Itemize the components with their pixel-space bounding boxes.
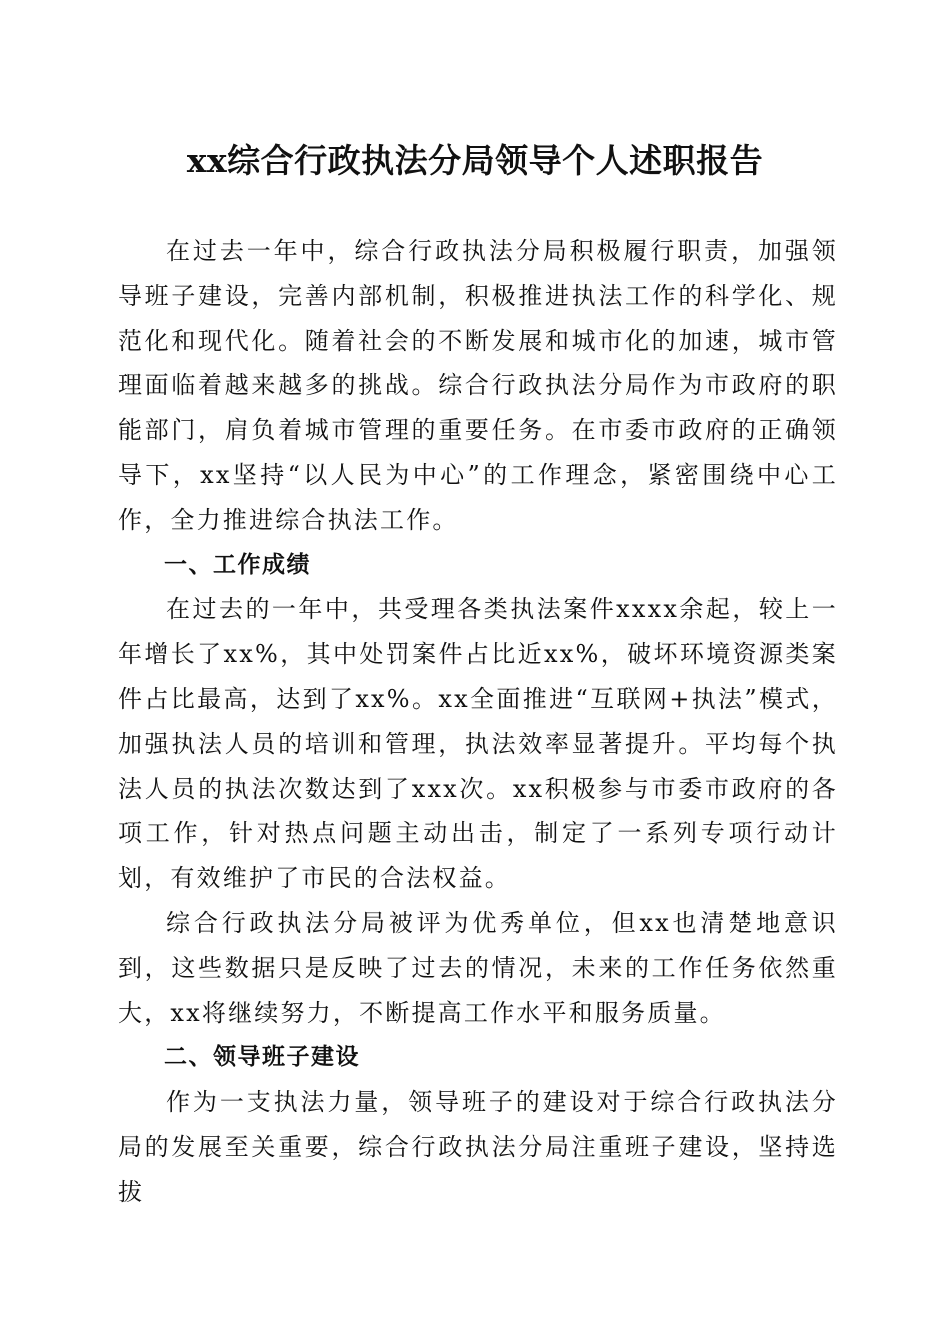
section-heading-work-results: 一、工作成绩 (164, 551, 311, 578)
paragraph-intro: 在过去一年中，综合行政执法分局积极履行职责，加强领导班子建设，完善内部机制，积极推进执法工作的科学化、规范化和现代化。随着社会的不断发展和城市化的加速，城市管理面临着越来越多的挑战。综合行政执法分局作为市政府的职能部门，肩负着城市管理的重要任务。在市委市政府的正确领导下，xx坚持“以人民为中心”的工作理念，紧密围绕中心工作，全力推进综合执法工作。 (118, 237, 838, 534)
section-heading-leadership: 二、领导班子建设 (164, 1044, 360, 1071)
paragraph-work-results: 在过去的一年中，共受理各类执法案件xxxx余起，较上一年增长了xx%，其中处罚案件占比近xx%，破坏环境资源类案件占比最高，达到了xx%。xx全面推进“互联网+执法”模式，加强执法人员的培训和管理，执法效率显著提升。平均每个执法人员的执法次数达到了xxx次。xx积极参与市委市政府的各项工作，针对热点问题主动出击，制定了一系列专项行动计划，有效维护了市民的合法权益。 (118, 595, 838, 893)
document-body (118, 229, 838, 1215)
paragraph-leadership: 作为一支执法力量，领导班子的建设对于综合行政执法分局的发展至关重要，综合行政执法分局注重班子建设，坚持选拔 (118, 1088, 838, 1206)
document-title: xx综合行政执法分局领导个人述职报告 (186, 141, 764, 180)
paragraph-evaluation: 综合行政执法分局被评为优秀单位，但xx也清楚地意识到，这些数据只是反映了过去的情况，未来的工作任务依然重大，xx将继续努力，不断提高工作水平和服务质量。 (118, 908, 838, 1027)
